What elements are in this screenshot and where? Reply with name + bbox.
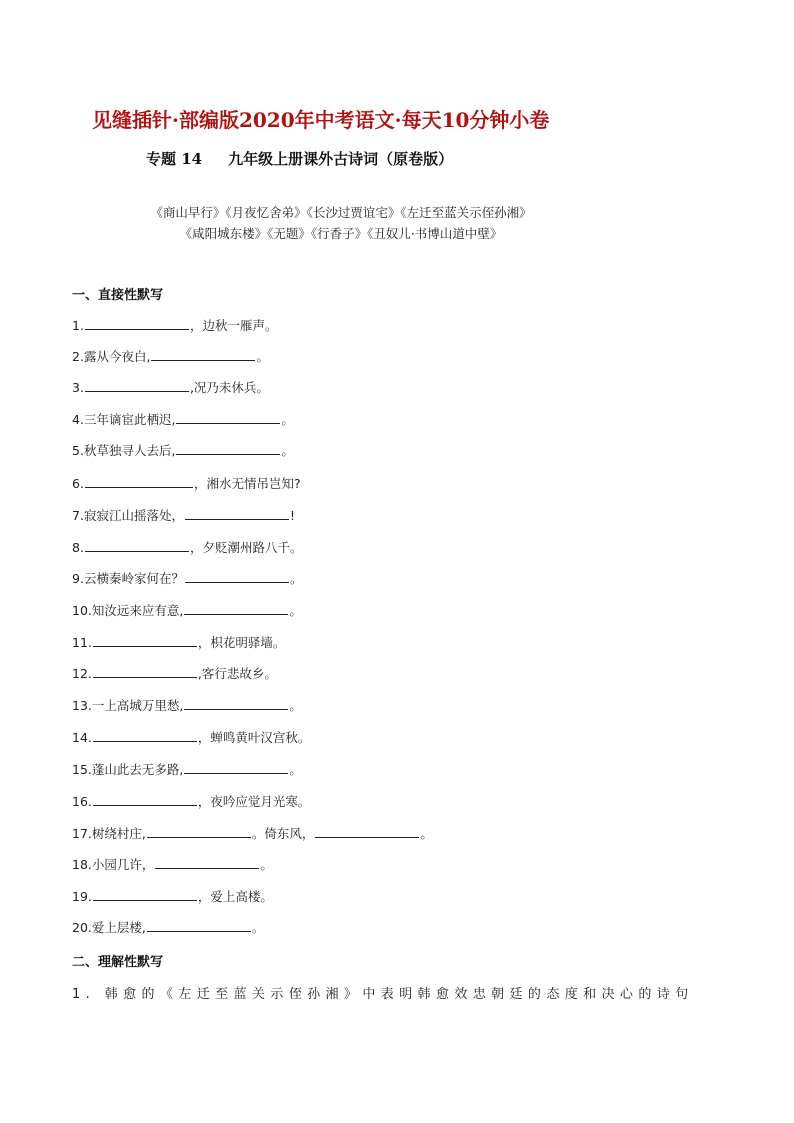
question-5: 5.秋草独寻人去后, 。 <box>72 443 294 458</box>
answer-blank[interactable] <box>151 347 255 361</box>
comprehension-question-1: 1. 韩愈的《左迁至蓝关示侄孙湘》中表明韩愈效忠朝廷的态度和决心的诗句 <box>72 987 694 1002</box>
subtitle-name: 九年级上册课外古诗词（原卷版） <box>228 150 454 168</box>
question-20: 20.爱上层楼, 。 <box>72 920 265 935</box>
answer-blank[interactable] <box>185 569 289 583</box>
question-9: 9.云横秦岭家何在？ 。 <box>72 571 303 586</box>
question-17: 17.树绕村庄, 。倚东风， 。 <box>72 826 433 841</box>
poem-list-line-1: 《商山早行》《月夜忆舍弟》《长沙过贾谊宅》《左迁至蓝关示侄孙湘》 <box>150 205 532 220</box>
subtitle-topic: 专题 14 <box>146 150 203 168</box>
question-4: 4.三年谪宦此栖迟, 。 <box>72 412 294 427</box>
question-15: 15.蓬山此去无多路, 。 <box>72 762 302 777</box>
question-6: 6. ，湘水无情吊岂知? <box>72 476 301 491</box>
answer-blank[interactable] <box>93 792 197 806</box>
answer-blank[interactable] <box>85 474 193 488</box>
answer-blank[interactable] <box>315 824 419 838</box>
poem-list-line-2: 《咸阳城东楼》《无题》《行香子》《丑奴儿·书博山道中壁》 <box>179 226 503 241</box>
question-14: 14. ，蝉鸣黄叶汉宫秋。 <box>72 730 311 745</box>
section-heading-comprehension: 二、理解性默写 <box>72 955 164 970</box>
answer-blank[interactable] <box>85 378 189 392</box>
question-19: 19. ，爱上高楼。 <box>72 889 273 904</box>
question-2: 2.露从今夜白, 。 <box>72 349 269 364</box>
section-heading-direct: 一、直接性默写 <box>72 288 164 303</box>
document-title: 见缝插针·部编版2020年中考语文·每天10分钟小卷 <box>92 108 550 132</box>
answer-blank[interactable] <box>185 506 289 520</box>
question-13: 13.一上高城万里愁, 。 <box>72 698 302 713</box>
question-1: 1. ，边秋一雁声。 <box>72 318 278 333</box>
answer-blank[interactable] <box>85 316 189 330</box>
answer-blank[interactable] <box>176 410 280 424</box>
question-10: 10.知汝远来应有意, 。 <box>72 603 302 618</box>
answer-blank[interactable] <box>184 696 288 710</box>
question-7: 7.寂寂江山摇落处， ! <box>72 508 295 523</box>
answer-blank[interactable] <box>93 664 197 678</box>
answer-blank[interactable] <box>93 728 197 742</box>
answer-blank[interactable] <box>147 824 251 838</box>
question-18: 18.小园几许， 。 <box>72 857 273 872</box>
answer-blank[interactable] <box>176 441 280 455</box>
question-12: 12. ,客行悲故乡。 <box>72 666 277 681</box>
answer-blank[interactable] <box>93 633 197 647</box>
question-3: 3. ,况乃未休兵。 <box>72 380 269 395</box>
question-8: 8. ，夕贬潮州路八千。 <box>72 540 303 555</box>
question-16: 16. ，夜吟应觉月光寒。 <box>72 794 311 809</box>
answer-blank[interactable] <box>184 760 288 774</box>
answer-blank[interactable] <box>147 918 251 932</box>
answer-blank[interactable] <box>184 601 288 615</box>
answer-blank[interactable] <box>85 538 189 552</box>
document-subtitle <box>146 148 453 169</box>
answer-blank[interactable] <box>93 887 197 901</box>
answer-blank[interactable] <box>155 855 259 869</box>
question-11: 11. ，枳花明驿墙。 <box>72 635 286 650</box>
